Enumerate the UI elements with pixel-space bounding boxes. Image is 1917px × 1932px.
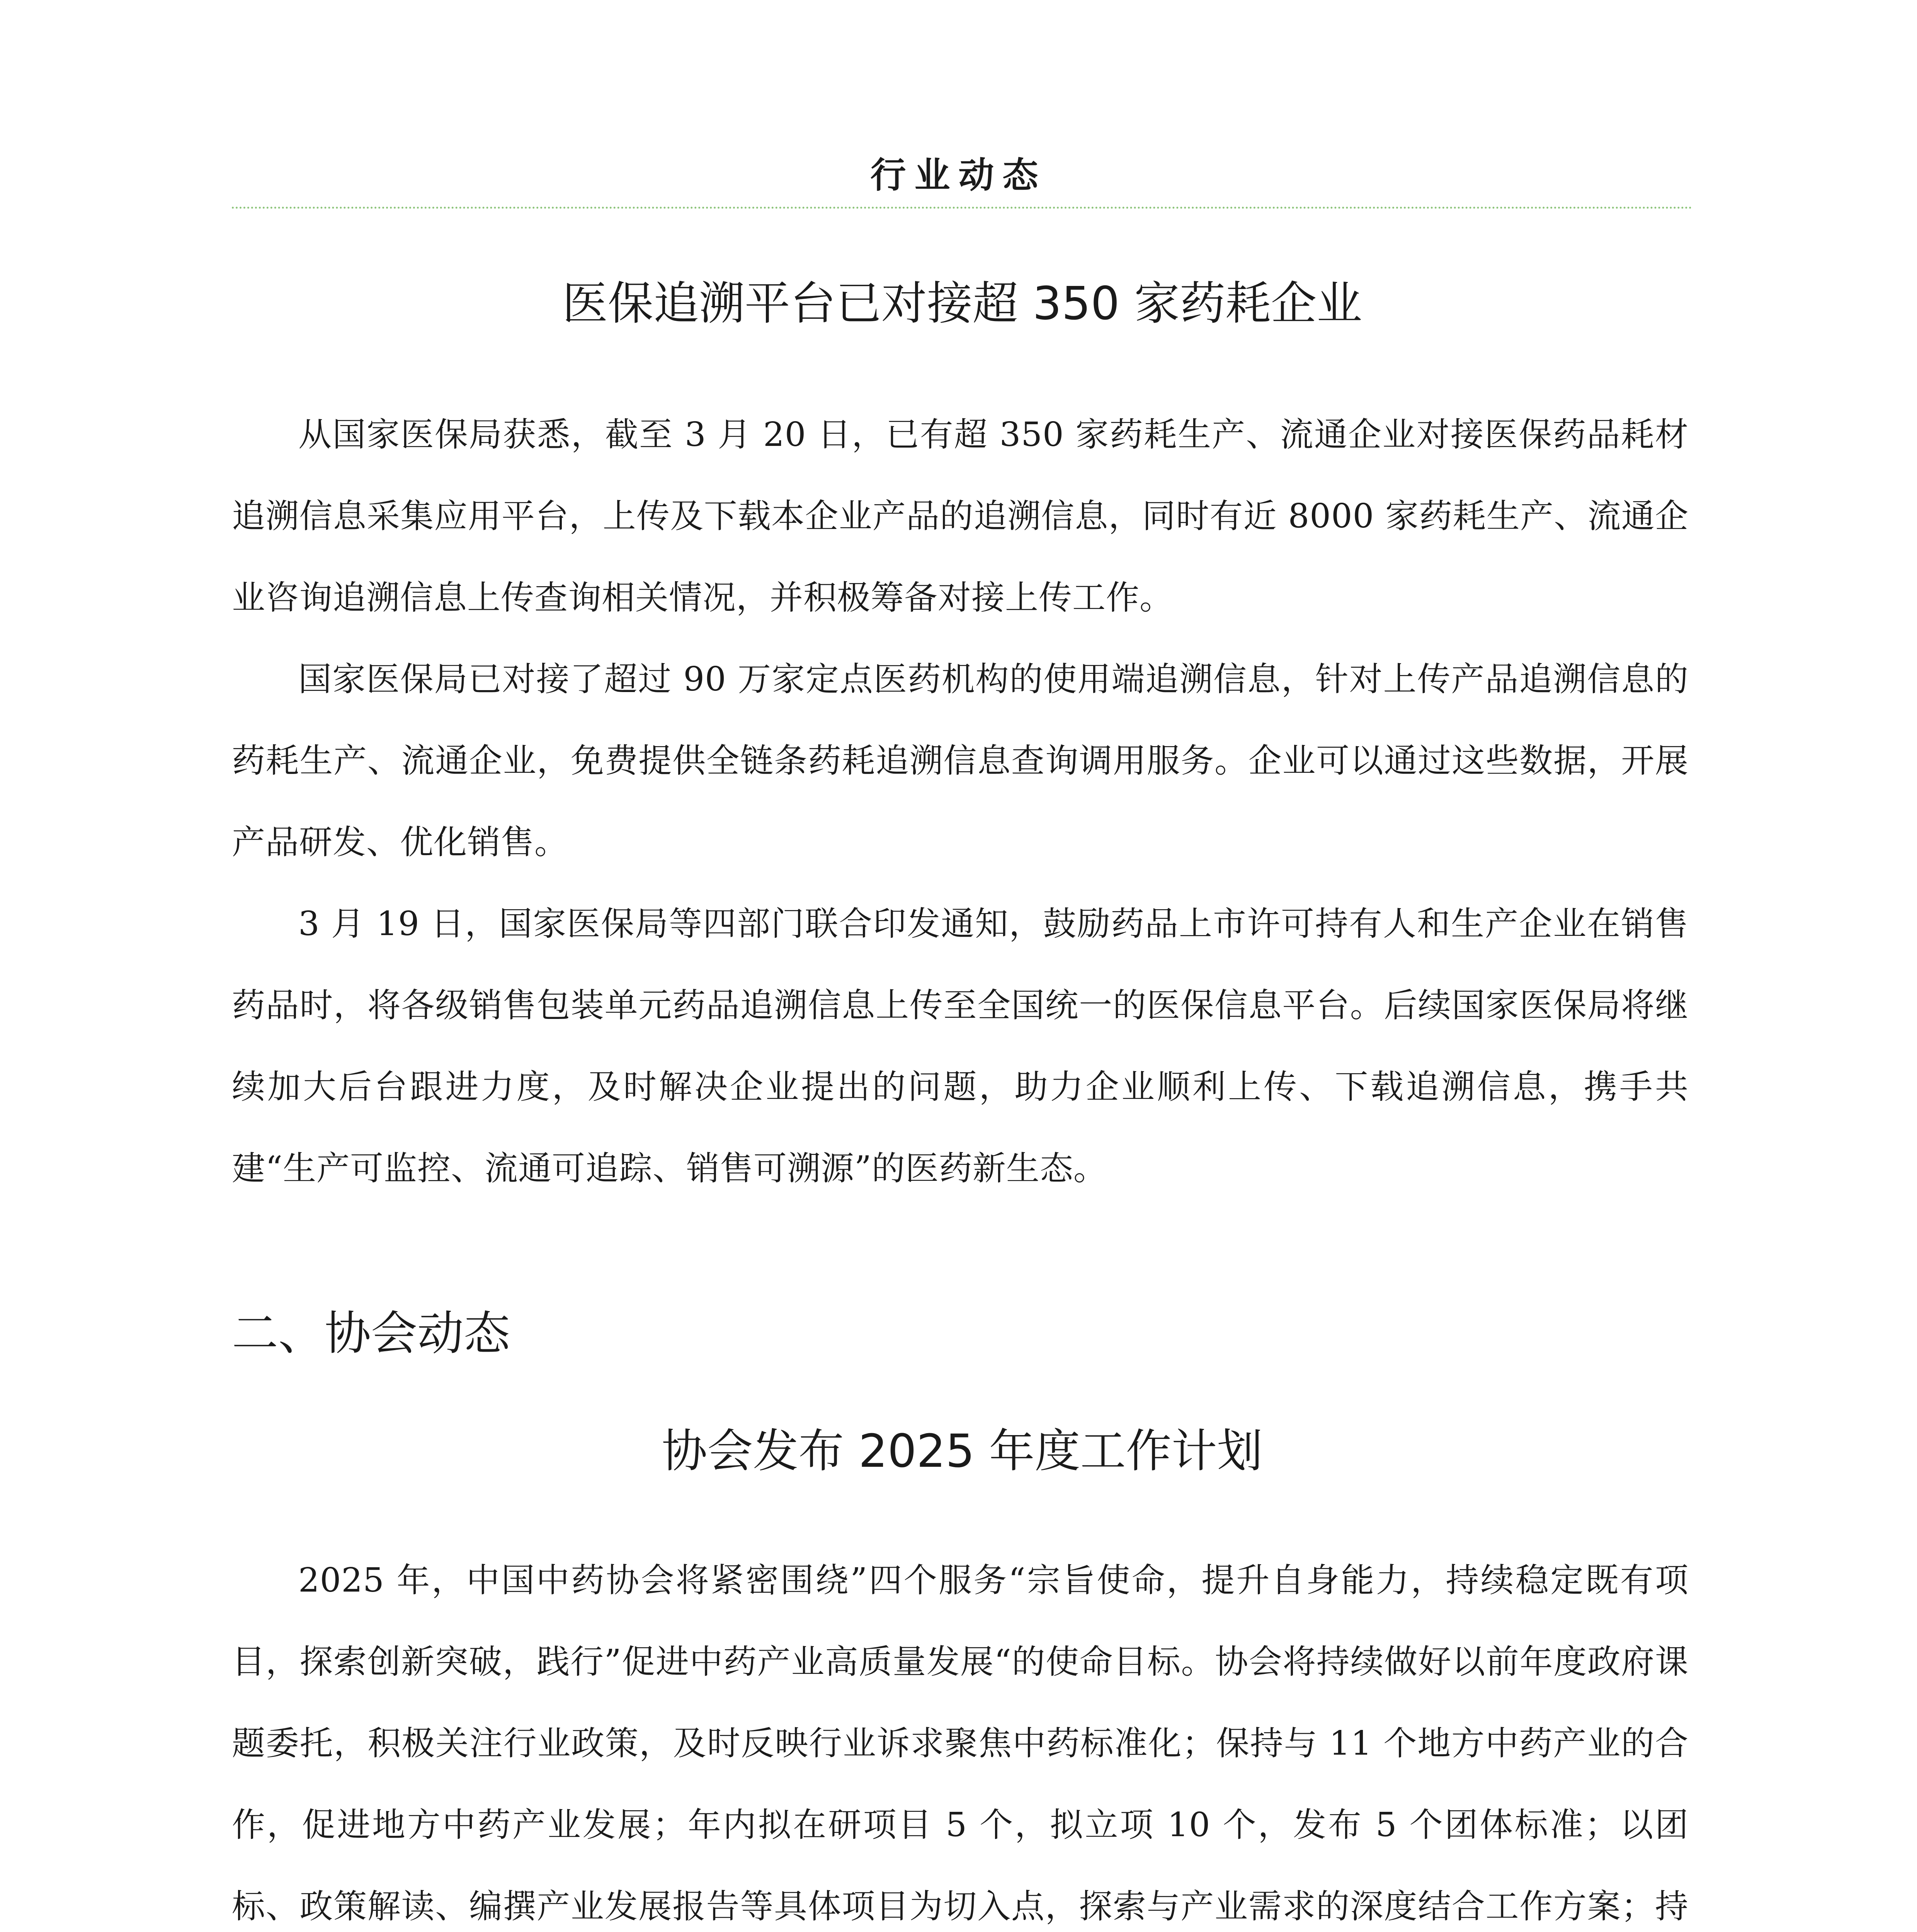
running-header: 行业动态 [870,154,1047,196]
article-body-work-plan [232,1540,1689,1932]
header-divider [232,207,1692,209]
section-heading-association-news: 二、协会动态 [232,1307,510,1361]
article-body-traceability [232,394,1689,1209]
article-title-work-plan: 协会发布 2025 年度工作计划 [662,1424,1263,1478]
paragraph: 从国家医保局获悉，截至 3 月 20 日，已有超 350 家药耗生产、流通企业对接医保药品耗材追溯信息采集应用平台，上传及下载本企业产品的追溯信息，同时有近 8000 家药耗生产、流通企业咨询追溯信息上传查询相关情况，并积极筹备对接上传工作。 [232,415,1689,617]
paragraph: 2025 年，中国中药协会将紧密围绕”四个服务“宗旨使命，提升自身能力，持续稳定既有项目，探索创新突破，践行”促进中药产业高质量发展“的使命目标。协会将持续做好以前年度政府课题委托，积极关注行业政策，及时反映行业诉求聚焦中药标准化；保持与 11 个地方中药产业的合作，促进地方中药产业发展；年内拟在研项目 5 个，拟立项 10 个，发布 5 个团体标准；以团标、政策解读、编撰产业发展报告等具体项目为切入点，探索与产业需求的深度结合工作方案；持 [232,1561,1689,1926]
article-title-traceability: 医保追溯平台已对接超 350 家药耗企业 [562,277,1362,330]
paragraph: 3 月 19 日，国家医保局等四部门联合印发通知，鼓励药品上市许可持有人和生产企业在销售药品时，将各级销售包装单元药品追溯信息上传至全国统一的医保信息平台。后续国家医保局将继续加大后台跟进力度，及时解决企业提出的问题，助力企业顺利上传、下载追溯信息，携手共建“生产可监控、流通可追踪、销售可溯源”的医药新生态。 [232,905,1689,1188]
paragraph: 国家医保局已对接了超过 90 万家定点医药机构的使用端追溯信息，针对上传产品追溯信息的药耗生产、流通企业，免费提供全链条药耗追溯信息查询调用服务。企业可以通过这些数据，开展产品研发、优化销售。 [232,660,1689,862]
